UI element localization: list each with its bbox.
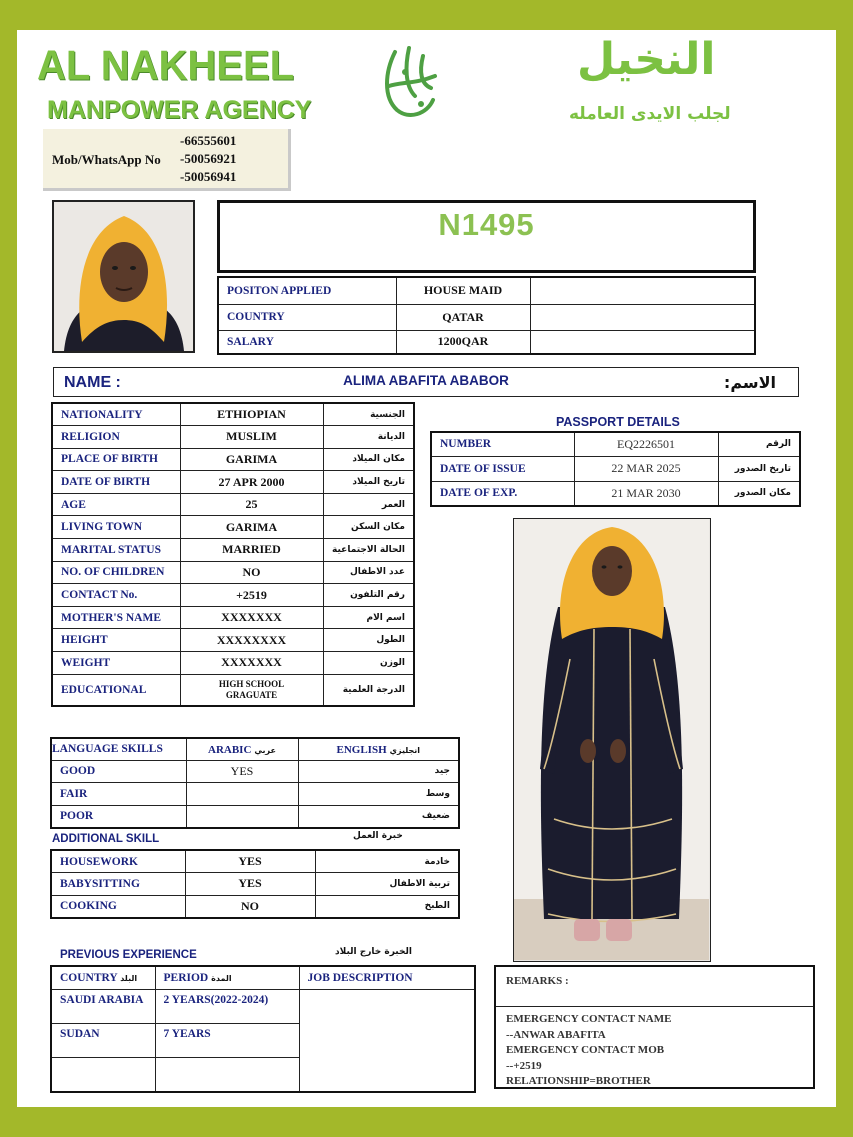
detail-label-ar: الحالة الاجتماعية — [323, 539, 414, 562]
table-row — [431, 432, 800, 456]
passport-title: PASSPORT DETAILS — [556, 415, 680, 429]
detail-label: NO. OF CHILDREN — [52, 561, 180, 584]
table-row — [52, 516, 414, 539]
table-row — [431, 456, 800, 481]
reference-code-box — [217, 200, 756, 273]
job-column-header: JOB DESCRIPTION — [299, 966, 475, 989]
table-row — [52, 426, 414, 449]
agency-tagline-ar: لجلب الايدى العامله — [569, 104, 731, 124]
full-body-photo — [513, 518, 711, 962]
skill-value: YES — [185, 873, 315, 896]
experience-period: 2 YEARS(2022-2024) — [155, 989, 299, 1023]
passport-table — [430, 431, 801, 507]
language-level-ar: وسط — [298, 783, 459, 806]
passport-label-ar: الرقم — [718, 432, 800, 456]
table-row — [51, 873, 459, 896]
salary-value: 1200QAR — [396, 330, 530, 354]
phone-number-1: -66555601 — [180, 133, 237, 148]
table-row — [52, 652, 414, 675]
detail-value: +2519 — [180, 584, 323, 607]
contact-box — [43, 129, 291, 191]
english-header-ar: انجليزي — [389, 745, 420, 755]
country-label: COUNTRY — [218, 304, 396, 330]
detail-label: MARITAL STATUS — [52, 539, 180, 562]
detail-label-ar: الجنسية — [323, 403, 414, 426]
remarks-box — [494, 965, 815, 1089]
detail-value: 27 APR 2000 — [180, 471, 323, 494]
detail-label: LIVING TOWN — [52, 516, 180, 539]
language-skills-table — [50, 737, 460, 829]
position-table — [217, 276, 756, 355]
skill-label-ar: الطبخ — [315, 895, 459, 918]
english-header-label: ENGLISH — [336, 743, 387, 756]
table-row — [51, 850, 459, 873]
additional-skill-title: ADDITIONAL SKILL — [52, 833, 160, 845]
experience-country — [51, 1057, 155, 1092]
table-row — [51, 989, 475, 1023]
detail-label: NATIONALITY — [52, 403, 180, 426]
phone-number-2: -50056921 — [180, 151, 237, 166]
detail-value-line: HIGH SCHOOL — [218, 678, 285, 689]
table-row — [51, 760, 459, 783]
arabic-column-header — [186, 738, 298, 760]
skill-label: HOUSEWORK — [51, 850, 185, 873]
table-row — [52, 584, 414, 607]
reference-code: N1495 — [438, 207, 535, 242]
remarks-label: REMARKS : — [496, 967, 813, 1007]
detail-value-line: GRAGUATE — [225, 689, 278, 700]
phone-number-3: -50056941 — [180, 169, 237, 184]
detail-label-ar: الدرجة العلمية — [323, 674, 414, 706]
detail-value — [180, 674, 323, 706]
agency-name-ar: النخيل — [577, 34, 716, 85]
table-row — [51, 966, 475, 989]
job-description-cell — [299, 989, 475, 1092]
table-row — [52, 493, 414, 516]
remarks-line: --ANWAR ABAFITA — [506, 1028, 606, 1041]
detail-label-ar: تاريخ الميلاد — [323, 471, 414, 494]
table-row — [51, 783, 459, 806]
arabic-level-value — [186, 805, 298, 828]
detail-label-ar: الطول — [323, 629, 414, 652]
detail-value: XXXXXXX — [180, 606, 323, 629]
agency-name-en: AL NAKHEEL — [37, 42, 295, 90]
table-row — [52, 448, 414, 471]
english-column-header — [298, 738, 459, 760]
additional-skill-title-ar: خبرة العمل — [353, 831, 403, 841]
candidate-name: ALIMA ABAFITA ABABOR — [343, 373, 509, 388]
detail-value: MUSLIM — [180, 426, 323, 449]
experience-period — [155, 1057, 299, 1092]
detail-value: GARIMA — [180, 448, 323, 471]
arabic-header-ar: عربي — [254, 745, 276, 755]
detail-value: 25 — [180, 493, 323, 516]
name-bar — [53, 367, 799, 397]
name-label: NAME : — [64, 374, 121, 391]
table-row — [52, 629, 414, 652]
detail-label-ar: اسم الام — [323, 606, 414, 629]
skill-label: BABYSITTING — [51, 873, 185, 896]
position-value: HOUSE MAID — [396, 277, 530, 304]
table-row — [52, 403, 414, 426]
arabic-header-label: ARABIC — [208, 743, 252, 756]
period-header-label: PERIOD — [163, 971, 209, 984]
detail-label: CONTACT No. — [52, 584, 180, 607]
detail-label: PLACE OF BIRTH — [52, 448, 180, 471]
detail-value: ETHIOPIAN — [180, 403, 323, 426]
skill-label-ar: خادمة — [315, 850, 459, 873]
passport-label-ar: مكان الصدور — [718, 481, 800, 506]
skill-value: YES — [185, 850, 315, 873]
detail-label-ar: الوزن — [323, 652, 414, 675]
table-row — [52, 674, 414, 706]
country-value: QATAR — [396, 304, 530, 330]
remarks-line: EMERGENCY CONTACT NAME — [506, 1013, 672, 1025]
table-row — [52, 561, 414, 584]
table-row — [52, 606, 414, 629]
country-header-ar: البلد — [120, 973, 138, 983]
skill-value: NO — [185, 895, 315, 918]
language-level-label: GOOD — [51, 760, 186, 783]
agency-logo-icon — [375, 42, 445, 122]
remarks-line: EMERGENCY CONTACT MOB — [506, 1044, 665, 1056]
detail-label-ar: عدد الاطفال — [323, 561, 414, 584]
period-column-header — [155, 966, 299, 989]
detail-value: NO — [180, 561, 323, 584]
name-label-ar: الاسم: — [723, 373, 776, 392]
language-level-label: POOR — [51, 805, 186, 828]
language-level-ar: ضعيف — [298, 805, 459, 828]
detail-label-ar: العمر — [323, 493, 414, 516]
personal-details-table — [51, 402, 415, 707]
detail-label-ar: مكان السكن — [323, 516, 414, 539]
country-header-label: COUNTRY — [60, 971, 118, 984]
salary-empty — [530, 330, 755, 354]
table-row — [218, 304, 755, 330]
table-row — [51, 805, 459, 828]
detail-value: GARIMA — [180, 516, 323, 539]
language-header: LANGUAGE SKILLS — [51, 738, 186, 760]
table-row — [218, 330, 755, 354]
table-row — [51, 738, 459, 760]
remarks-line: RELATIONSHIP=BROTHER — [506, 1075, 651, 1087]
period-header-ar: المدة — [211, 973, 232, 983]
passport-label: DATE OF ISSUE — [431, 456, 574, 481]
detail-label-ar: مكان الميلاد — [323, 448, 414, 471]
table-row — [52, 539, 414, 562]
detail-label: DATE OF BIRTH — [52, 471, 180, 494]
country-empty — [530, 304, 755, 330]
passport-label: DATE OF EXP. — [431, 481, 574, 506]
detail-value: MARRIED — [180, 539, 323, 562]
table-row — [52, 471, 414, 494]
passport-label-ar: تاريخ الصدور — [718, 456, 800, 481]
position-label: POSITON APPLIED — [218, 277, 396, 304]
experience-period: 7 YEARS — [155, 1023, 299, 1057]
detail-label: EDUCATIONAL — [52, 674, 180, 706]
detail-value: XXXXXXXX — [180, 629, 323, 652]
detail-label-ar: رقم التلفون — [323, 584, 414, 607]
additional-skills-table — [50, 849, 460, 919]
headshot-photo — [52, 200, 195, 353]
agency-subtitle-en: MANPOWER AGENCY — [47, 96, 312, 124]
detail-label: WEIGHT — [52, 652, 180, 675]
arabic-level-value — [186, 783, 298, 806]
experience-country: SAUDI ARABIA — [51, 989, 155, 1023]
contact-label: Mob/WhatsApp No — [52, 152, 161, 167]
detail-label-ar: الديانة — [323, 426, 414, 449]
position-empty — [530, 277, 755, 304]
experience-title: PREVIOUS EXPERIENCE — [60, 949, 197, 961]
detail-label: RELIGION — [52, 426, 180, 449]
skill-label-ar: تربية الاطفال — [315, 873, 459, 896]
experience-country: SUDAN — [51, 1023, 155, 1057]
experience-title-ar: الخبرة خارج البلاد — [335, 947, 412, 957]
salary-label: SALARY — [218, 330, 396, 354]
passport-value: 21 MAR 2030 — [574, 481, 718, 506]
passport-value: EQ2226501 — [574, 432, 718, 456]
language-level-label: FAIR — [51, 783, 186, 806]
skill-label: COOKING — [51, 895, 185, 918]
table-row — [431, 481, 800, 506]
passport-label: NUMBER — [431, 432, 574, 456]
detail-label: HEIGHT — [52, 629, 180, 652]
cv-page — [17, 30, 836, 1107]
country-column-header — [51, 966, 155, 989]
arabic-level-value: YES — [186, 760, 298, 783]
detail-value: XXXXXXX — [180, 652, 323, 675]
table-row — [218, 277, 755, 304]
remarks-body — [496, 1007, 813, 1095]
experience-table — [50, 965, 476, 1093]
language-level-ar: جيد — [298, 760, 459, 783]
remarks-line: --+2519 — [506, 1059, 542, 1072]
detail-label: AGE — [52, 493, 180, 516]
detail-label: MOTHER'S NAME — [52, 606, 180, 629]
table-row — [51, 895, 459, 918]
passport-value: 22 MAR 2025 — [574, 456, 718, 481]
